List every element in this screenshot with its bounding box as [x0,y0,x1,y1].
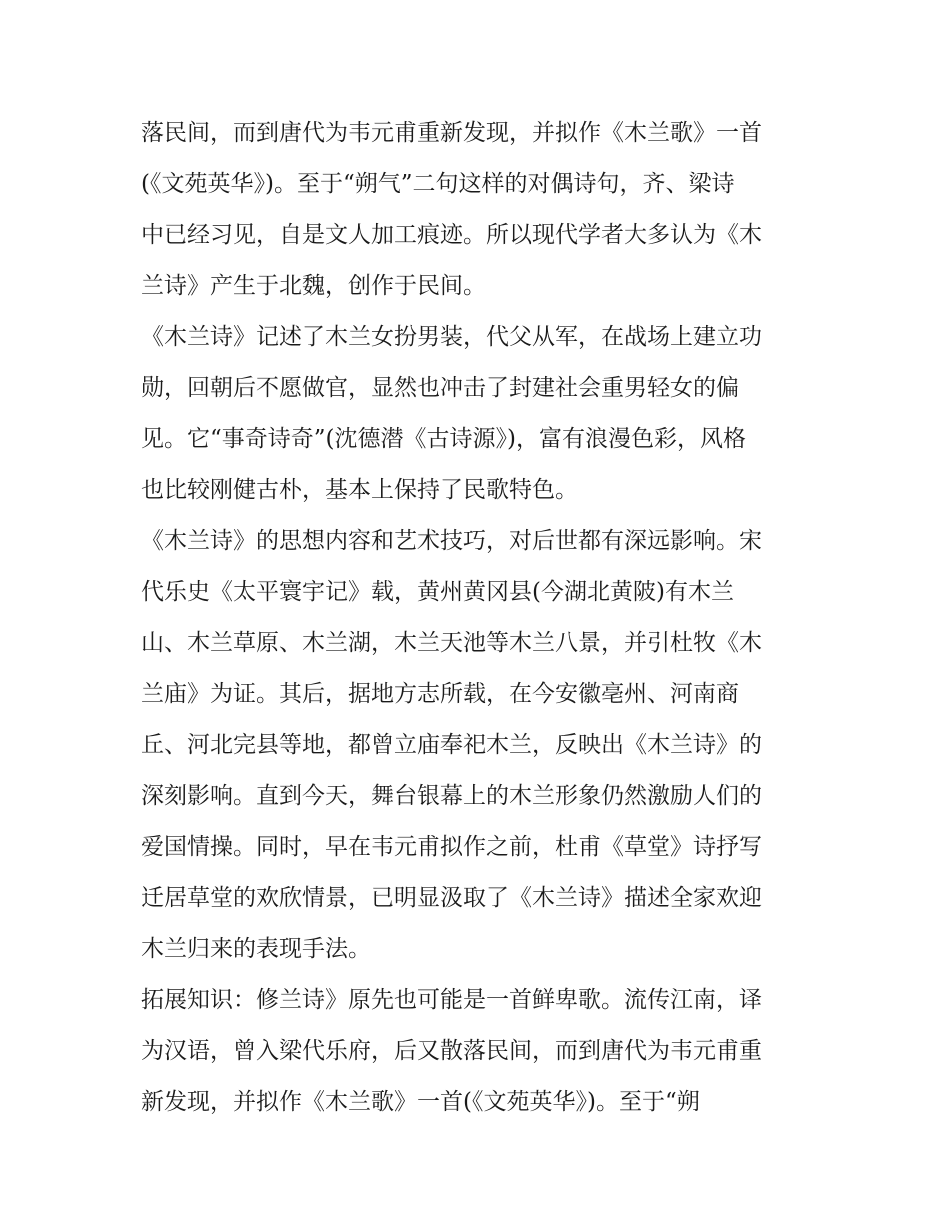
text-line: 为汉语，曾入梁代乐府，后又散落民间，而到唐代为韦元甫重 [141,1038,762,1064]
text-line: 《木兰诗》的思想内容和艺术技巧，对后世都有深远影响。宋 [141,528,762,554]
text-line: 兰庙》为证。其后，据地方志所载，在今安徽亳州、河南商 [141,681,739,707]
text-line: 山、木兰草原、木兰湖，木兰天池等木兰八景，并引杜牧《木 [141,630,762,656]
text-line: 迁居草堂的欢欣情景，已明显汲取了《木兰诗》描述全家欢迎 [141,885,762,911]
text-line: 也比较刚健古朴，基本上保持了民歌特色。 [141,477,578,503]
text-line: 见。它“事奇诗奇”(沈德潜《古诗源》)，富有浪漫色彩，风格 [141,426,746,452]
text-line: 爱国情操。同时，早在韦元甫拟作之前，杜甫《草堂》诗抒写 [141,834,762,860]
text-line: 中已经习见，自是文人加工痕迹。所以现代学者大多认为《木 [141,222,762,248]
text-line: 《木兰诗》记述了木兰女扮男装，代父从军，在战场上建立功 [141,324,762,350]
text-line: 落民间，而到唐代为韦元甫重新发现，并拟作《木兰歌》一首 [141,120,762,146]
text-line: 代乐史《太平寰宇记》载，黄州黄冈县(今湖北黄陂)有木兰 [141,579,734,605]
text-line: (《文苑英华》)。至于“朔气”二句这样的对偶诗句，齐、梁诗 [141,171,735,197]
text-line: 深刻影响。直到今天，舞台银幕上的木兰形象仍然激励人们的 [141,783,762,809]
text-line: 勋，回朝后不愿做官，显然也冲击了封建社会重男轻女的偏 [141,375,739,401]
text-line: 拓展知识：修兰诗》原先也可能是一首鲜卑歌。流传江南，译 [141,987,762,1013]
text-line: 木兰归来的表现手法。 [141,936,371,962]
body-text [141,108,813,1128]
text-line: 新发现，并拟作《木兰歌》一首(《文苑英华》)。至于“朔 [141,1089,700,1115]
text-line: 兰诗》产生于北魏，创作于民间。 [141,273,486,299]
text-line: 丘、河北完县等地，都曾立庙奉祀木兰，反映出《木兰诗》的 [141,732,762,758]
